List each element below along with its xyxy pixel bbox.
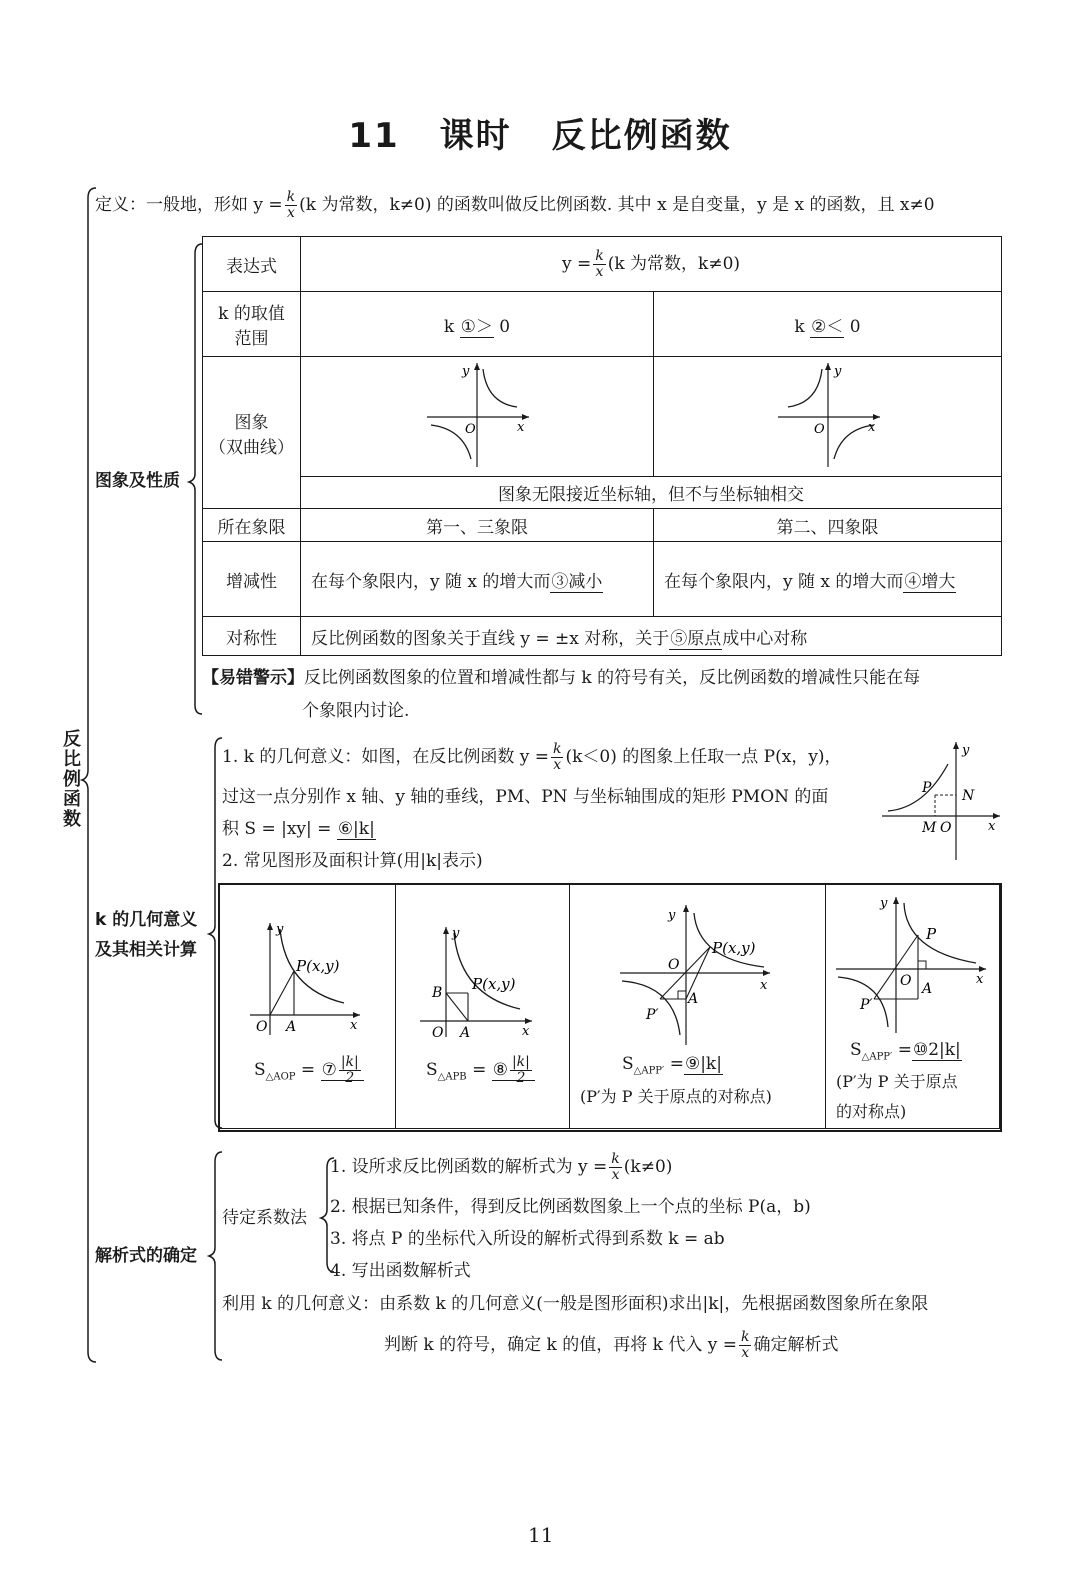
- svg-text:N: N: [962, 788, 975, 804]
- page-number: 11: [528, 1523, 554, 1547]
- label-quadrant: 所在象限: [203, 509, 301, 542]
- area-formula-2: $S_{\triangle APB}$ = ⑧ $\frac{|k|}{2}$: [426, 1055, 535, 1088]
- figure-box-4: [826, 885, 1000, 1129]
- note-4-line-2: 的对称点): [836, 1102, 907, 1121]
- definition: 定义：一般地，形如 y = $\frac{k}{x}$ (k 为常数，k≠0) 的函数叫做反比例函数. 其中 x 是自变量，y 是 x 的函数，且 x≠0: [95, 189, 935, 221]
- note-3: (P′为 P 关于原点的对称点): [580, 1087, 772, 1106]
- svg-text:x: x: [517, 420, 525, 435]
- hyperbola-negative-k-graph: [768, 359, 888, 469]
- monotonicity-positive: 在每个象限内，y 随 x 的增大而③减小: [301, 542, 654, 617]
- svg-text:x: x: [350, 1018, 358, 1033]
- blank-10: ⑩2|k|: [912, 1040, 961, 1060]
- area-formula-1: $S_{\triangle AOP}$ = ⑦ $\frac{|k|}{2}$: [254, 1055, 364, 1088]
- warning-line-2: 个象限内讨论.: [302, 701, 410, 721]
- k-positive-cell: k ①＞ 0: [301, 292, 654, 357]
- triangle-app-figure: [570, 885, 826, 1045]
- svg-text:O: O: [465, 422, 476, 437]
- label-k-range: k 的取值 范围: [203, 292, 301, 357]
- method-step-1: 1. 设所求反比例函数的解析式为 y = $\frac{k}{x}$ (k≠0): [330, 1151, 673, 1183]
- geo-method-line-2: 判断 k 的符号，确定 k 的值，再将 k 代入 y = $\frac{k}{x}$ 确定解析式: [384, 1329, 839, 1361]
- svg-text:y: y: [462, 364, 470, 379]
- svg-text:P: P: [922, 780, 932, 796]
- svg-text:x: x: [522, 1024, 530, 1039]
- geo-method-line-1: 利用 k 的几何意义：由系数 k 的几何意义(一般是图形面积)求出|k|，先根据函数图象所在象限: [222, 1294, 929, 1314]
- rectangle-pmon-figure: [878, 738, 1003, 863]
- triangle-apb-figure: [396, 885, 570, 1045]
- section-label-k-geometry: k 的几何意义 及其相关计算: [95, 910, 198, 960]
- svg-text:y: y: [962, 743, 970, 758]
- blank-8: ⑧ $\frac{|k|}{2}$: [492, 1060, 535, 1081]
- page-title: 11 课时 反比例函数: [348, 116, 732, 156]
- svg-text:x: x: [988, 819, 996, 834]
- blank-9: ⑨|k|: [684, 1054, 722, 1074]
- section-label-determine-expression: 解析式的确定: [95, 1246, 197, 1266]
- quadrant-negative: 第二、四象限: [654, 509, 1002, 542]
- svg-text:A: A: [460, 1025, 471, 1041]
- geo-line-4: 2. 常见图形及面积计算(用|k|表示): [222, 851, 483, 871]
- warning-line-1: 【易错警示】反比例函数图象的位置和增减性都与 k 的符号有关，反比例函数的增减性只能在每: [202, 668, 921, 688]
- method-step-4: 4. 写出函数解析式: [330, 1261, 471, 1281]
- figure-box-1: [220, 885, 396, 1129]
- k-negative-cell: k ②＜ 0: [654, 292, 1002, 357]
- svg-text:O: O: [256, 1019, 268, 1035]
- graph-note: 图象无限接近坐标轴，但不与坐标轴相交: [301, 477, 1002, 509]
- note-4-line-1: (P′为 P 关于原点: [836, 1072, 958, 1091]
- geo-line-1: 1. k 的几何意义：如图，在反比例函数 y = $\frac{k}{x}$ (k＜0) 的图象上任取一点 P(x，y)，: [222, 741, 842, 773]
- svg-text:x: x: [760, 978, 768, 993]
- svg-text:P(x,y): P(x,y): [296, 957, 340, 975]
- svg-text:y: y: [452, 926, 460, 941]
- svg-text:P′: P′: [860, 997, 873, 1013]
- area-formula-3: $S_{\triangle APP'}$ =⑨|k|: [622, 1054, 722, 1077]
- figure-box-3: [570, 885, 826, 1129]
- graph-positive-cell: [301, 357, 654, 477]
- svg-text:y: y: [880, 896, 888, 911]
- symmetry-cell: 反比例函数的图象关于直线 y = ±x 对称，关于⑤原点成中心对称: [301, 617, 1002, 656]
- geo-line-3: 积 S = |xy| = ⑥|k|: [222, 819, 375, 839]
- svg-text:y: y: [833, 364, 841, 379]
- label-symmetry: 对称性: [203, 617, 301, 656]
- svg-text:x: x: [867, 420, 875, 435]
- triangle-aop-figure: [220, 885, 396, 1045]
- svg-text:B: B: [432, 985, 443, 1001]
- label-graph: 图象 （双曲线）: [203, 357, 301, 509]
- method-step-3: 3. 将点 P 的坐标代入所设的解析式得到系数 k = ab: [330, 1229, 725, 1249]
- figures-table: [219, 884, 1000, 1129]
- blank-7: ⑦ $\frac{|k|}{2}$: [321, 1060, 364, 1081]
- warning-tag: 【易错警示】: [202, 668, 304, 688]
- monotonicity-negative: 在每个象限内，y 随 x 的增大而④增大: [654, 542, 1002, 617]
- area-formula-4: $S_{\triangle APP'}$ =⑩2|k|: [850, 1040, 961, 1063]
- svg-text:y: y: [668, 908, 676, 923]
- svg-text:A: A: [286, 1019, 297, 1035]
- method-step-2: 2. 根据已知条件，得到反比例函数图象上一个点的坐标 P(a，b): [330, 1197, 811, 1217]
- figure-box-2: [396, 885, 570, 1129]
- svg-text:M: M: [922, 820, 937, 836]
- svg-text:y: y: [276, 922, 284, 937]
- graph-negative-cell: [654, 357, 1002, 477]
- svg-text:P′: P′: [646, 1007, 659, 1023]
- properties-table: [202, 236, 1002, 656]
- geo-line-2: 过这一点分别作 x 轴、y 轴的垂线，PM、PN 与坐标轴围成的矩形 PMON 的面: [222, 787, 829, 807]
- svg-text:O: O: [432, 1025, 444, 1041]
- svg-text:P(x,y): P(x,y): [472, 975, 516, 993]
- triangle-app-figure-2: [826, 885, 1000, 1035]
- root-label: 反 比 例 函 数: [63, 729, 81, 830]
- svg-text:x: x: [976, 972, 984, 987]
- svg-text:P: P: [926, 925, 937, 943]
- svg-text:A: A: [922, 981, 933, 997]
- method-label: 待定系数法: [222, 1208, 307, 1228]
- label-expression: 表达式: [203, 237, 301, 292]
- svg-text:O: O: [900, 973, 912, 989]
- svg-text:O: O: [668, 957, 680, 973]
- svg-text:P(x,y): P(x,y): [712, 939, 756, 957]
- svg-text:A: A: [688, 991, 699, 1007]
- expression-cell: y = $\frac{k}{x}$ (k 为常数，k≠0): [301, 237, 1002, 292]
- hyperbola-positive-k-graph: [417, 359, 537, 469]
- section-label-graph-properties: 图象及性质: [95, 471, 180, 491]
- quadrant-positive: 第一、三象限: [301, 509, 654, 542]
- label-monotonicity: 增减性: [203, 542, 301, 617]
- svg-text:O: O: [940, 820, 952, 836]
- svg-text:O: O: [813, 422, 825, 437]
